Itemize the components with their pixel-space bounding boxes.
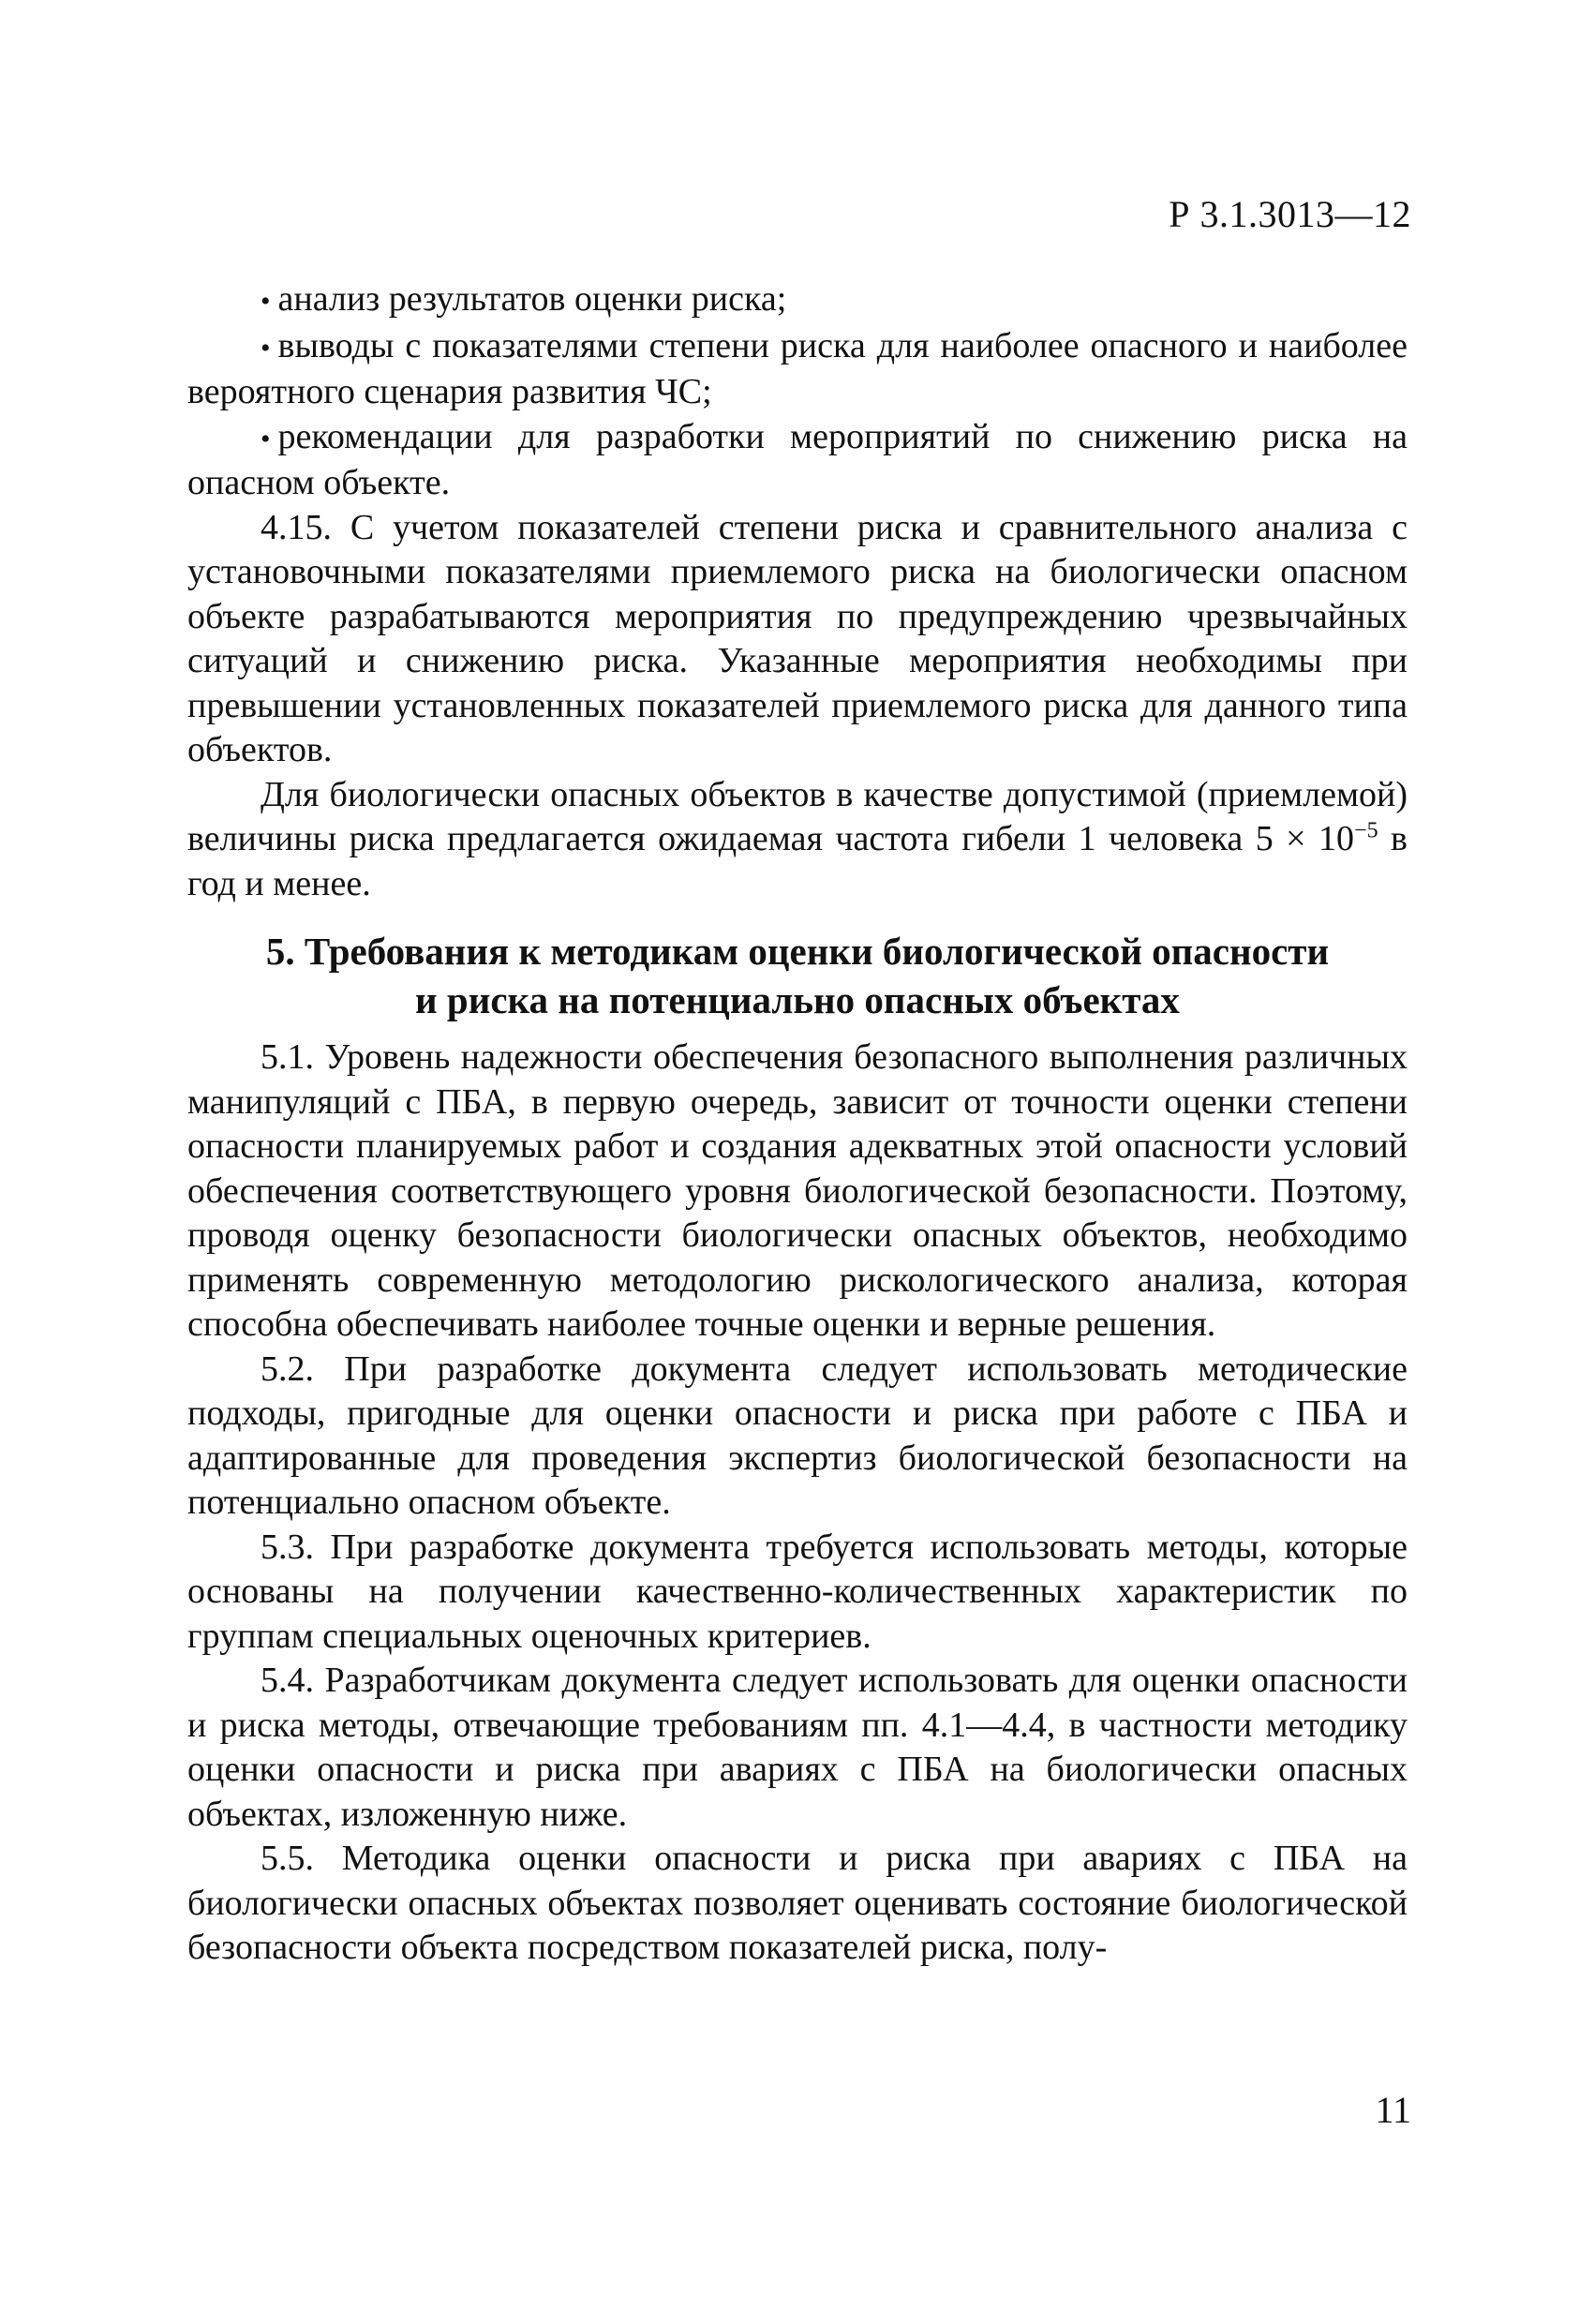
- page-body: [187, 277, 1408, 1971]
- bullet-text: рекомендации для разработки мероприятий по снижению риска на опасном объекте.: [187, 416, 1408, 502]
- document-code: Р 3.1.3013—12: [1169, 193, 1411, 235]
- acceptable-risk-suffix: в год и менее.: [187, 819, 1408, 903]
- bullet-text: анализ результатов оценки риска;: [277, 279, 787, 319]
- section-heading-line-1: 5. Требования к методикам оценки биологической опасности: [265, 930, 1330, 973]
- paragraph-5-3: 5.3. При разработке документа требуется использовать методы, которые основаны на получении качественно-количественных характеристик по группам специальных оценочных критериев.: [187, 1527, 1408, 1656]
- bullet-icon: •: [261, 423, 271, 454]
- risk-exponent: −5: [1354, 818, 1378, 843]
- paragraph-acceptable-risk: [187, 773, 1408, 907]
- paragraph-5-5: 5.5. Методика оценки опасности и риска при авариях с ПБА на биологически опасных объектах позволяет оценивать состояние биологической безопасности объекта посредством показателей риска, полу-: [187, 1839, 1408, 1967]
- paragraph-5-4: 5.4. Разработчикам документа следует использовать для оценки опасности и риска методы, отвечающие требованиям пп. 4.1—4.4, в частности методику оценки опасности и риска при авариях с ПБА на биологически опасных объектах, изложенную ниже.: [187, 1661, 1408, 1834]
- bullet-item: [187, 277, 1408, 324]
- bullet-icon: •: [261, 286, 271, 317]
- paragraph-5-1: 5.1. Уровень надежности обеспечения безопасного выполнения различных манипуляций с ПБА, в первую очередь, зависит от точности оценки степени опасности планируемых работ и создания адекватных этой опасности условий обеспечения соответствующего уровня биологической безопасности. Поэтому, проводя оценку безопасности биологически опасных объектов, необходимо применять современную методологию рискологического анализа, которая способна обеспечивать наиболее точные оценки и верные решения.: [187, 1037, 1408, 1344]
- bullet-item: [187, 324, 1408, 415]
- paragraph-5-2: 5.2. При разработке документа следует использовать методические подходы, пригодные для оценки опасности и риска при работе с ПБА и адаптированные для проведения экспертиз биологической безопасности на потенциально опасном объекте.: [187, 1348, 1408, 1522]
- bullet-icon: •: [261, 332, 271, 364]
- acceptable-risk-text: Для биологически опасных объектов в качестве допустимой (приемлемой) величины риска предлагается ожидаемая частота гибели 1 человека 5 × 10: [187, 774, 1408, 858]
- bullet-item: [187, 415, 1408, 506]
- page-number: 11: [1375, 2089, 1411, 2131]
- bullet-text: выводы с показателями степени риска для наиболее опасного и наиболее вероятного сценария развития ЧС;: [187, 325, 1408, 411]
- section-5-heading: [187, 927, 1408, 1024]
- paragraph-4-15: 4.15. С учетом показателей степени риска и сравнительного анализа с установочными показателями приемлемого риска на биологически опасном объекте разрабатываются мероприятия по предупреждению чрезвычайных ситуаций и снижению риска. Указанные мероприятия необходимы при превышении установленных показателей приемлемого риска для данного типа объектов.: [187, 507, 1408, 769]
- section-heading-line-2: и риска на потенциально опасных объектах: [415, 978, 1180, 1021]
